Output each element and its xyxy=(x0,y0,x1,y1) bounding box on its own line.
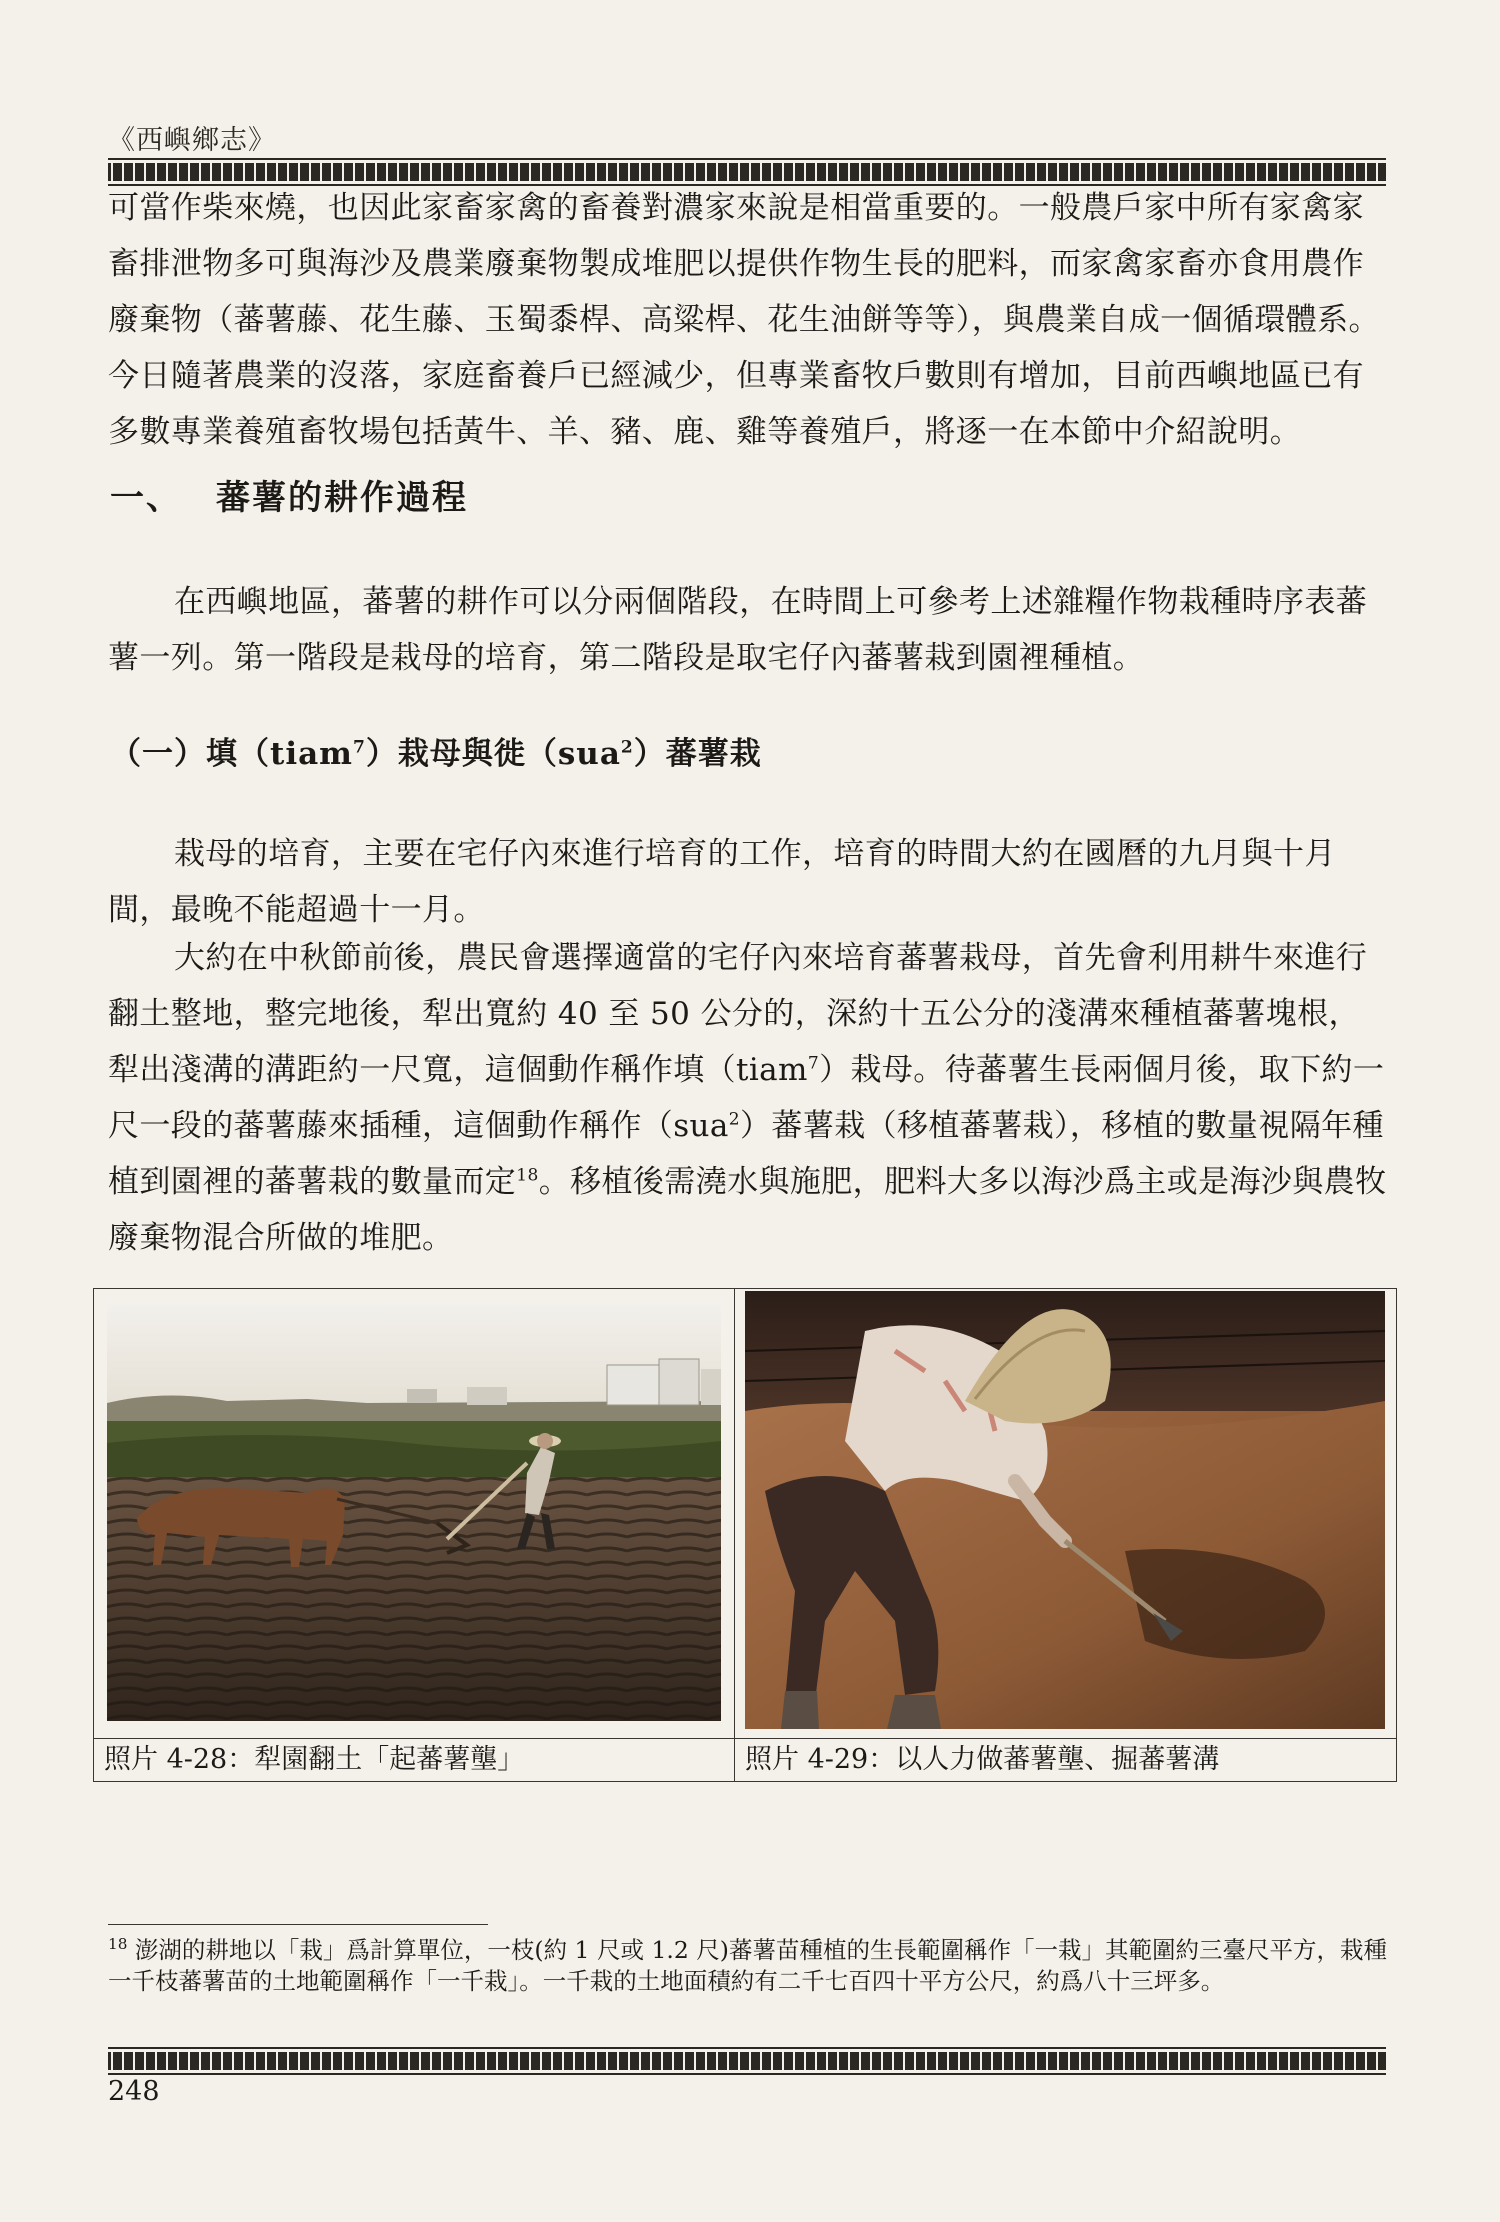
photo-cell-4-29 xyxy=(735,1289,1396,1738)
paragraph-2: 栽母的培育，主要在宅仔內來進行培育的工作，培育的時間大約在國曆的九月與十月間，最晚不能超過十一月。 xyxy=(108,836,1336,928)
intro-paragraph: 可當作柴來燒，也因此家畜家禽的畜養對濃家來說是相當重要的。一般農戶家中所有家禽家畜排泄物多可與海沙及農業廢棄物製成堆肥以提供作物生長的肥料，而家禽家畜亦食用農作廢棄物（蕃薯藤、花生藤、玉蜀黍桿、高粱桿、花生油餅等等），與農業自成一個循環體系。今日隨著農業的沒落，家庭畜養戶已經減少，但專業畜牧戶數則有增加，目前西嶼地區已有多數專業養殖畜牧場包括黃牛、羊、豬、鹿、雞等養殖戶，將逐一在本節中介紹說明。 xyxy=(108,190,1380,450)
subsection-heading xyxy=(110,728,762,773)
photo-cell-4-28 xyxy=(94,1289,735,1738)
book-title-header: 《西嶼鄉志》 xyxy=(108,125,276,156)
photo-table xyxy=(93,1288,1397,1782)
photo-caption-4-28: 照片 4-28：犁園翻土「起蕃薯壟」 xyxy=(94,1738,735,1781)
tone-superscript: 7 xyxy=(352,737,366,758)
tone-superscript: 7 xyxy=(807,1053,820,1074)
footnote-mark: 18 xyxy=(108,1935,128,1954)
photo-farmer-digging xyxy=(745,1291,1385,1729)
footnote-divider xyxy=(108,1924,488,1925)
section-heading xyxy=(110,470,468,519)
photo-ox-plowing xyxy=(107,1303,721,1721)
bottom-decorative-border xyxy=(108,2047,1386,2075)
section-title: 蕃薯的耕作過程 xyxy=(216,478,468,518)
paragraph-1: 在西嶼地區，蕃薯的耕作可以分兩個階段，在時間上可參考上述雜糧作物栽種時序表蕃薯一列。第一階段是栽母的培育，第二階段是取宅仔內蕃薯栽到園裡種植。 xyxy=(108,584,1368,676)
tone-superscript: 2 xyxy=(620,737,634,758)
paragraph-3-text: 大約在中秋節前後，農民會選擇適當的宅仔內來培育蕃薯栽母，首先會利用耕牛來進行翻土整地，整完地後，犁出寬約 40 至 50 公分的，深約十五公分的淺溝來種植蕃薯塊根，犁出淺溝的溝距約一尺寬，這個動作稱作填（tiam xyxy=(108,940,1368,1088)
tone-superscript: 2 xyxy=(728,1109,741,1130)
photo-caption-4-29: 照片 4-29：以人力做蕃薯壟、掘蕃薯溝 xyxy=(735,1738,1396,1781)
paragraph-3-text: ）栽母。待蕃薯生長兩個月後，取下約一尺一段的蕃薯藤來插種，這個動作稱作（sua xyxy=(108,1052,1385,1144)
subsection-heading-part: ）栽母與徙（sua xyxy=(365,736,621,772)
paragraph-3 xyxy=(108,930,1388,1266)
paragraph-3-text: 。移植後需澆水與施肥，肥料大多以海沙爲主或是海沙與農牧廢棄物混合所做的堆肥。 xyxy=(108,1164,1387,1256)
footnote-reference[interactable]: 18 xyxy=(516,1165,539,1186)
paragraph-3-text: ）蕃薯栽（移植蕃薯栽），移植的數量視隔年種植到園裡的蕃薯栽的數量而定 xyxy=(108,1108,1384,1200)
footnote-18 xyxy=(108,1935,1388,1997)
page-number: 248 xyxy=(108,2076,160,2107)
footnote-text: 澎湖的耕地以「栽」爲計算單位，一枝(約 1 尺或 1.2 尺)蕃薯苗種植的生長範圍稱作「一栽」其範圍約三臺尺平方，栽種一千枝蕃薯苗的土地範圍稱作「一千栽」。一千栽的土地面積約有二千七百四十平方公尺，約爲八十三坪多。 xyxy=(108,1936,1387,1995)
subsection-heading-part: ）蕃薯栽 xyxy=(633,736,762,772)
section-number: 一、 xyxy=(110,478,182,518)
subsection-heading-part: （一）填（tiam xyxy=(110,736,353,772)
